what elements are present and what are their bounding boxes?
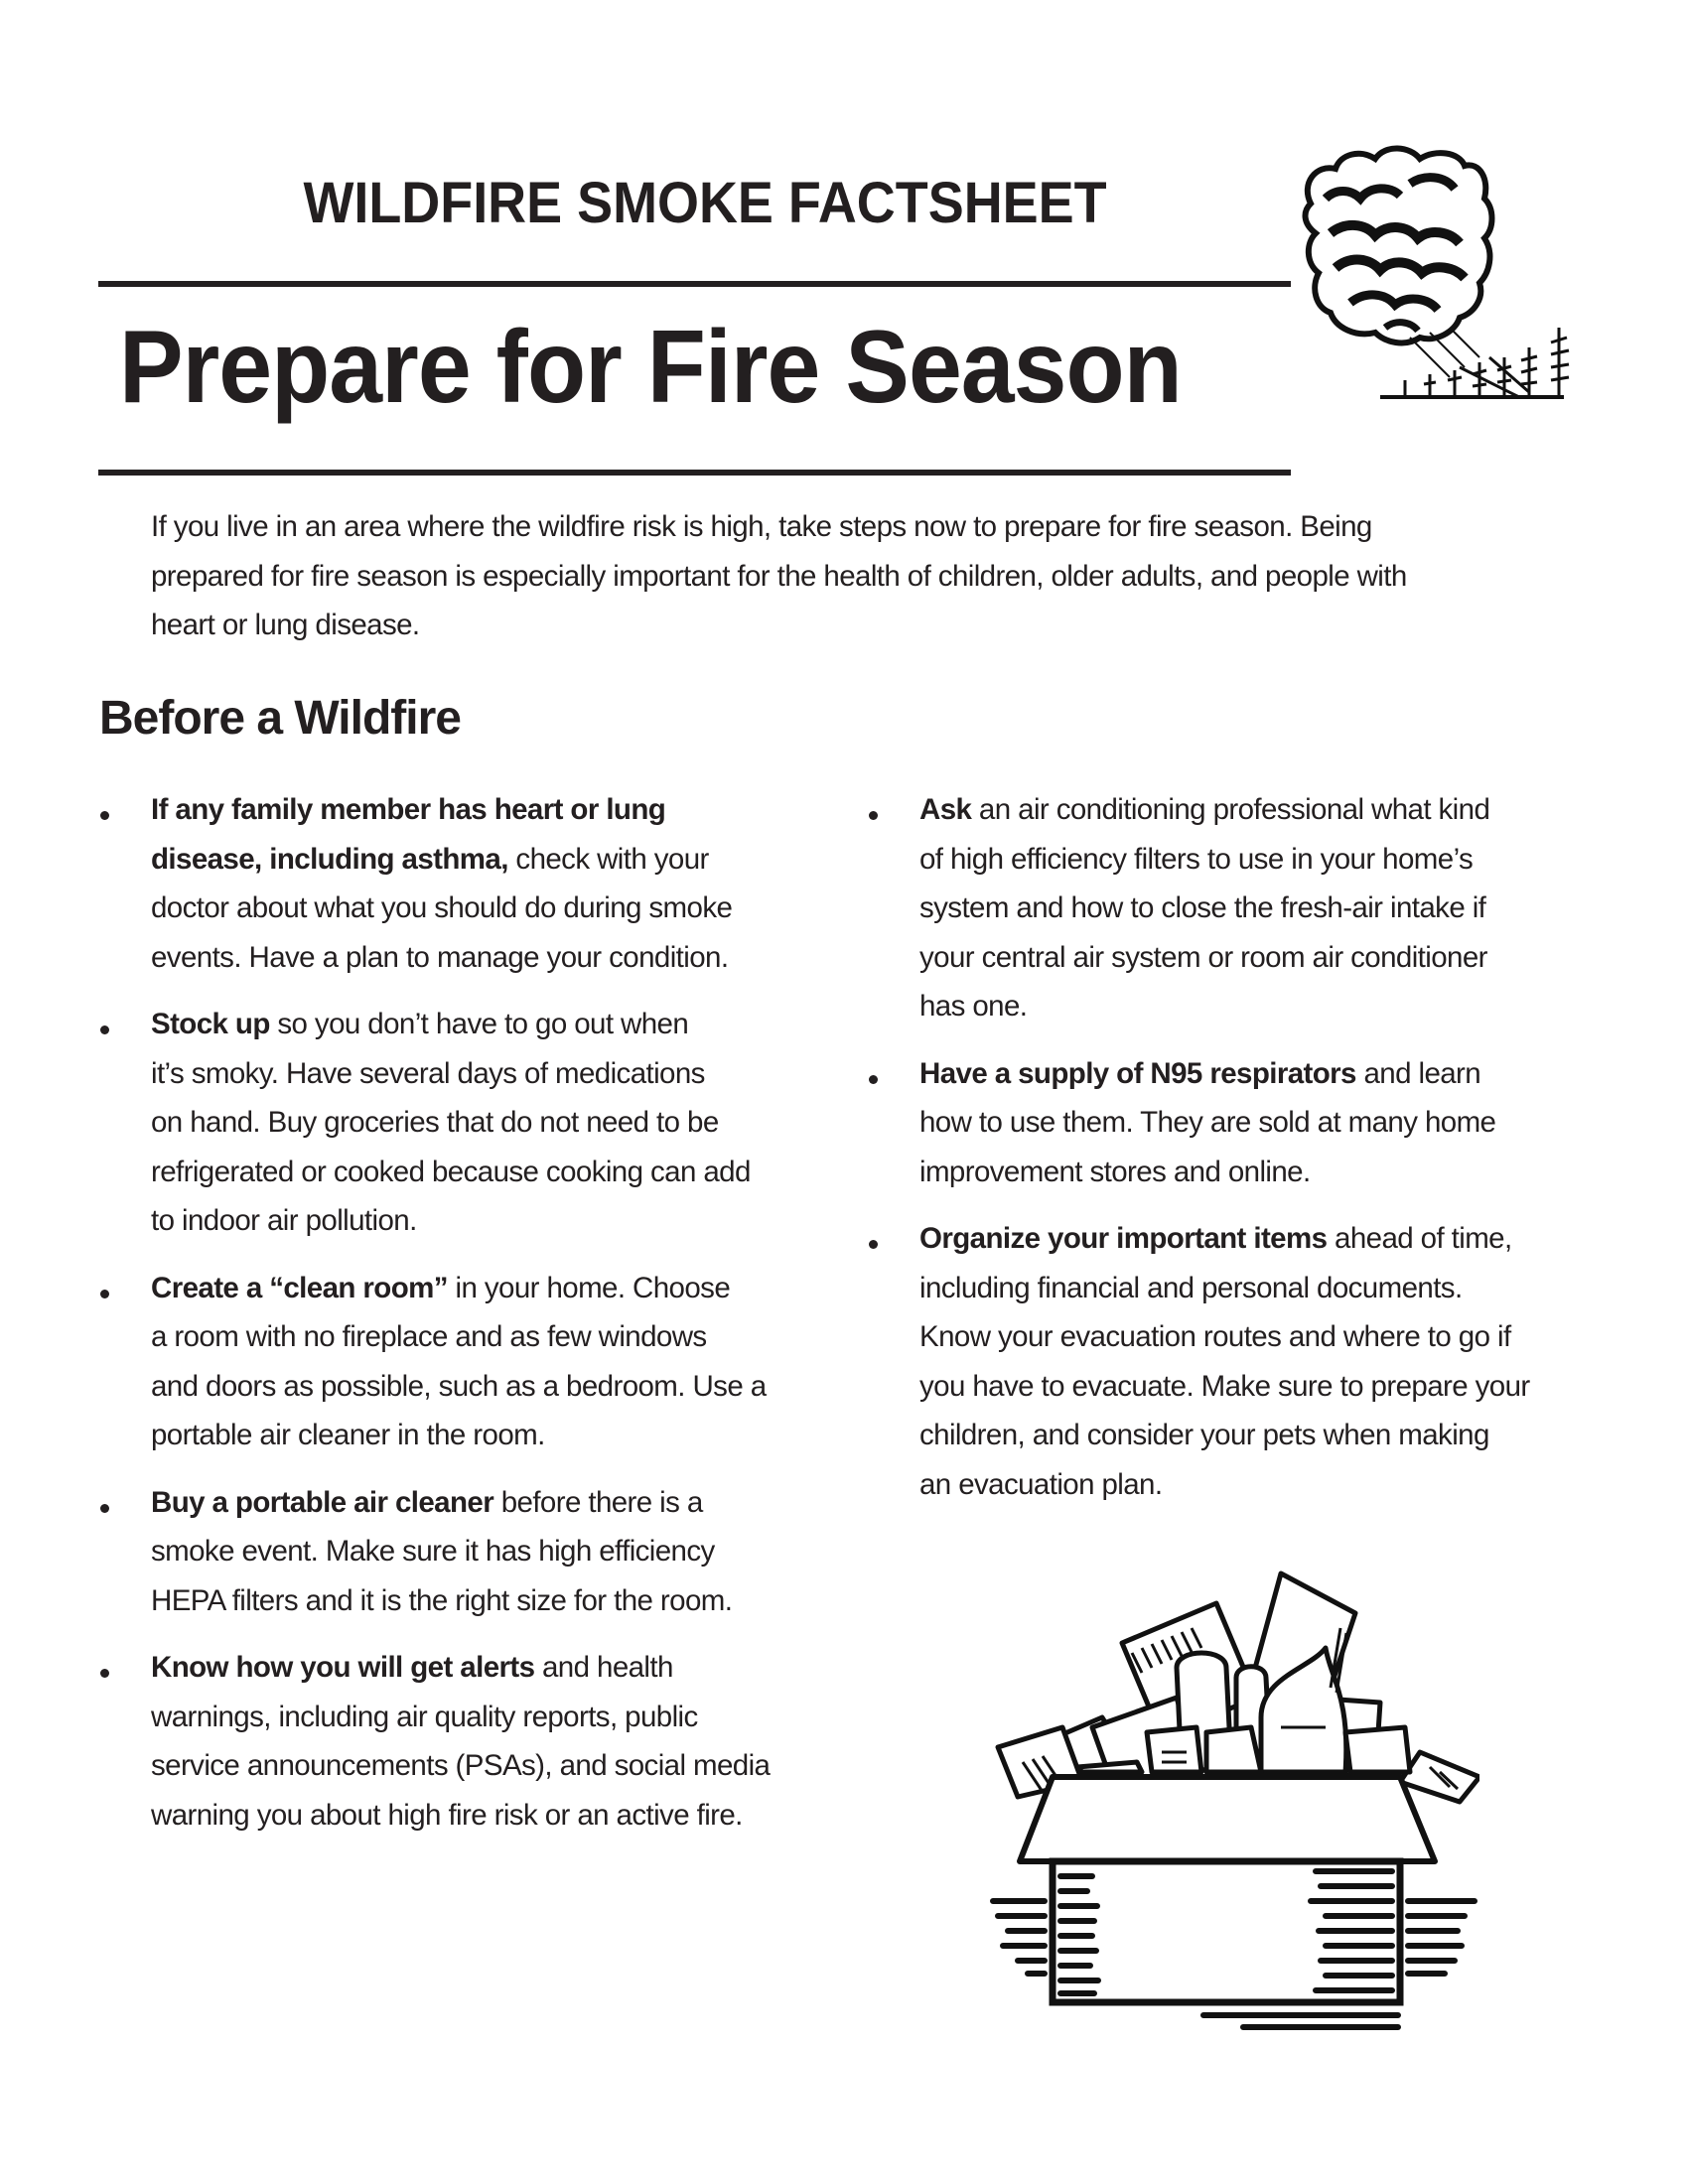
bullet-text: ahead of time, [1327,1222,1512,1255]
bullet-line [919,1214,1601,1264]
bullet-text: service announcements (PSAs), and social media [151,1749,771,1782]
bullet-dot-icon [97,1264,111,1313]
bullet-text: how to use them. They are sold at many home [919,1106,1496,1139]
bullet-dot-icon [97,785,111,835]
bullet-line [919,1049,1601,1099]
factsheet-kicker: WILDFIRE SMOKE FACTSHEET [303,171,1107,235]
bullet-dot-icon [97,1000,111,1049]
bullet-text: and doors as possible, such as a bedroom. Use a [151,1369,767,1403]
supply-box-icon [983,1569,1479,2035]
bullet-line [151,1362,832,1412]
bullet-bold-lead: Ask [919,793,972,826]
bullet-item [866,1049,1601,1197]
bullet-text: doctor about what you should do during smoke [151,891,733,924]
bullet-text: HEPA filters and it is the right size for the room. [151,1583,733,1617]
bullet-text: check with your [507,842,709,876]
bullet-text: your central air system or room air conditioner [919,940,1487,974]
bullet-line [919,1362,1601,1412]
bullet-text: has one. [919,990,1028,1023]
bullet-text: of high efficiency filters to use in your home’s [919,842,1474,876]
bullet-bold-lead: Organize your important items [919,1222,1328,1255]
left-bullet-list [97,785,832,1857]
bullet-text: you have to evacuate. Make sure to prepare your [919,1369,1530,1403]
bullet-line [151,1312,832,1362]
intro-line: If you live in an area where the wildfire risk is high, take steps now to prepare for fire season. Being [151,510,1372,543]
bullet-line [151,1098,832,1148]
bullet-dot-icon [866,1214,880,1264]
bullet-item [97,785,832,982]
bullet-text: smoke event. Make sure it has high efficiency [151,1535,715,1568]
header-rule-top [98,281,1291,287]
bullet-line [151,933,832,983]
bullet-text: an air conditioning professional what kind [971,793,1490,826]
bullet-line [151,1478,832,1528]
bullet-line [151,884,832,933]
bullet-line [151,1527,832,1576]
bullet-text: warnings, including air quality reports, public [151,1700,698,1733]
bullet-text: system and how to close the fresh-air intake if [919,891,1486,924]
bullet-bold-lead: Know how you will get alerts [151,1651,535,1684]
bullet-dot-icon [866,1049,880,1099]
bullet-line [919,1264,1601,1313]
bullet-line [151,1693,832,1742]
bullet-line [919,982,1601,1031]
bullet-dot-icon [97,1478,111,1528]
bullet-text: portable air cleaner in the room. [151,1419,545,1451]
bullet-bold-lead: Have a supply of N95 respirators [919,1056,1356,1090]
bullet-item [866,1214,1601,1509]
bullet-text: and learn [1355,1056,1481,1090]
bullet-text: a room with no fireplace and as few windows [151,1320,707,1353]
bullet-text: and health [534,1651,673,1684]
bullet-line [919,1098,1601,1148]
smoke-plume-icon [1291,144,1574,407]
bullet-text: refrigerated or cooked because cooking can add [151,1155,751,1188]
bullet-line [919,1148,1601,1197]
bullet-line [151,1196,832,1246]
bullet-bold-lead: disease, including asthma, [151,842,508,876]
bullet-text: to indoor air pollution. [151,1204,417,1237]
bullet-text: Know your evacuation routes and where to go if [919,1320,1511,1353]
bullet-dot-icon [97,1643,111,1693]
bullet-text: so you don’t have to go out when [269,1008,689,1040]
intro-line: heart or lung disease. [151,609,420,641]
bullet-item [97,1264,832,1460]
bullet-text: including financial and personal documents. [919,1271,1463,1304]
bullet-line [151,1643,832,1693]
bullet-line [919,785,1601,835]
bullet-line [151,1411,832,1460]
bullet-item [97,1643,832,1840]
bullet-line [151,1264,832,1313]
bullet-line [151,1000,832,1049]
bullet-text: children, and consider your pets when making [919,1419,1489,1451]
bullet-line [919,1411,1601,1460]
bullet-line [151,1741,832,1791]
section-heading: Before a Wildfire [99,692,461,745]
bullet-text: in your home. Choose [447,1271,731,1304]
bullet-text: warning you about high fire risk or an active fire. [151,1798,743,1832]
bullet-line [151,1576,832,1626]
bullet-item [97,1478,832,1626]
bullet-text: it’s smoky. Have several days of medications [151,1056,705,1090]
header-rule-bottom [98,470,1291,476]
bullet-text: events. Have a plan to manage your condition. [151,940,729,974]
bullet-bold-lead: Create a “clean room” [151,1271,448,1304]
bullet-item [97,1000,832,1246]
bullet-line [919,933,1601,983]
bullet-line [919,1460,1601,1510]
bullet-line [151,1791,832,1841]
bullet-line [151,785,832,835]
bullet-text: on hand. Buy groceries that do not need to be [151,1106,719,1139]
bullet-line [151,1148,832,1197]
bullet-line [151,835,832,885]
bullet-dot-icon [866,785,880,835]
intro-line: prepared for fire season is especially important for the health of children, older adults, and people with [151,559,1407,593]
bullet-text: improvement stores and online. [919,1155,1311,1188]
bullet-line [919,1312,1601,1362]
right-bullet-list [866,785,1601,1527]
bullet-line [919,884,1601,933]
intro-paragraph [151,502,1561,650]
page-title: Prepare for Fire Season [119,310,1182,425]
bullet-text: before there is a [493,1485,703,1519]
bullet-bold-lead: Stock up [151,1008,270,1040]
bullet-item [866,785,1601,1031]
bullet-bold-lead: If any family member has heart or lung [151,793,666,826]
bullet-bold-lead: Buy a portable air cleaner [151,1485,494,1519]
bullet-line [919,835,1601,885]
bullet-line [151,1049,832,1099]
bullet-text: an evacuation plan. [919,1467,1163,1501]
